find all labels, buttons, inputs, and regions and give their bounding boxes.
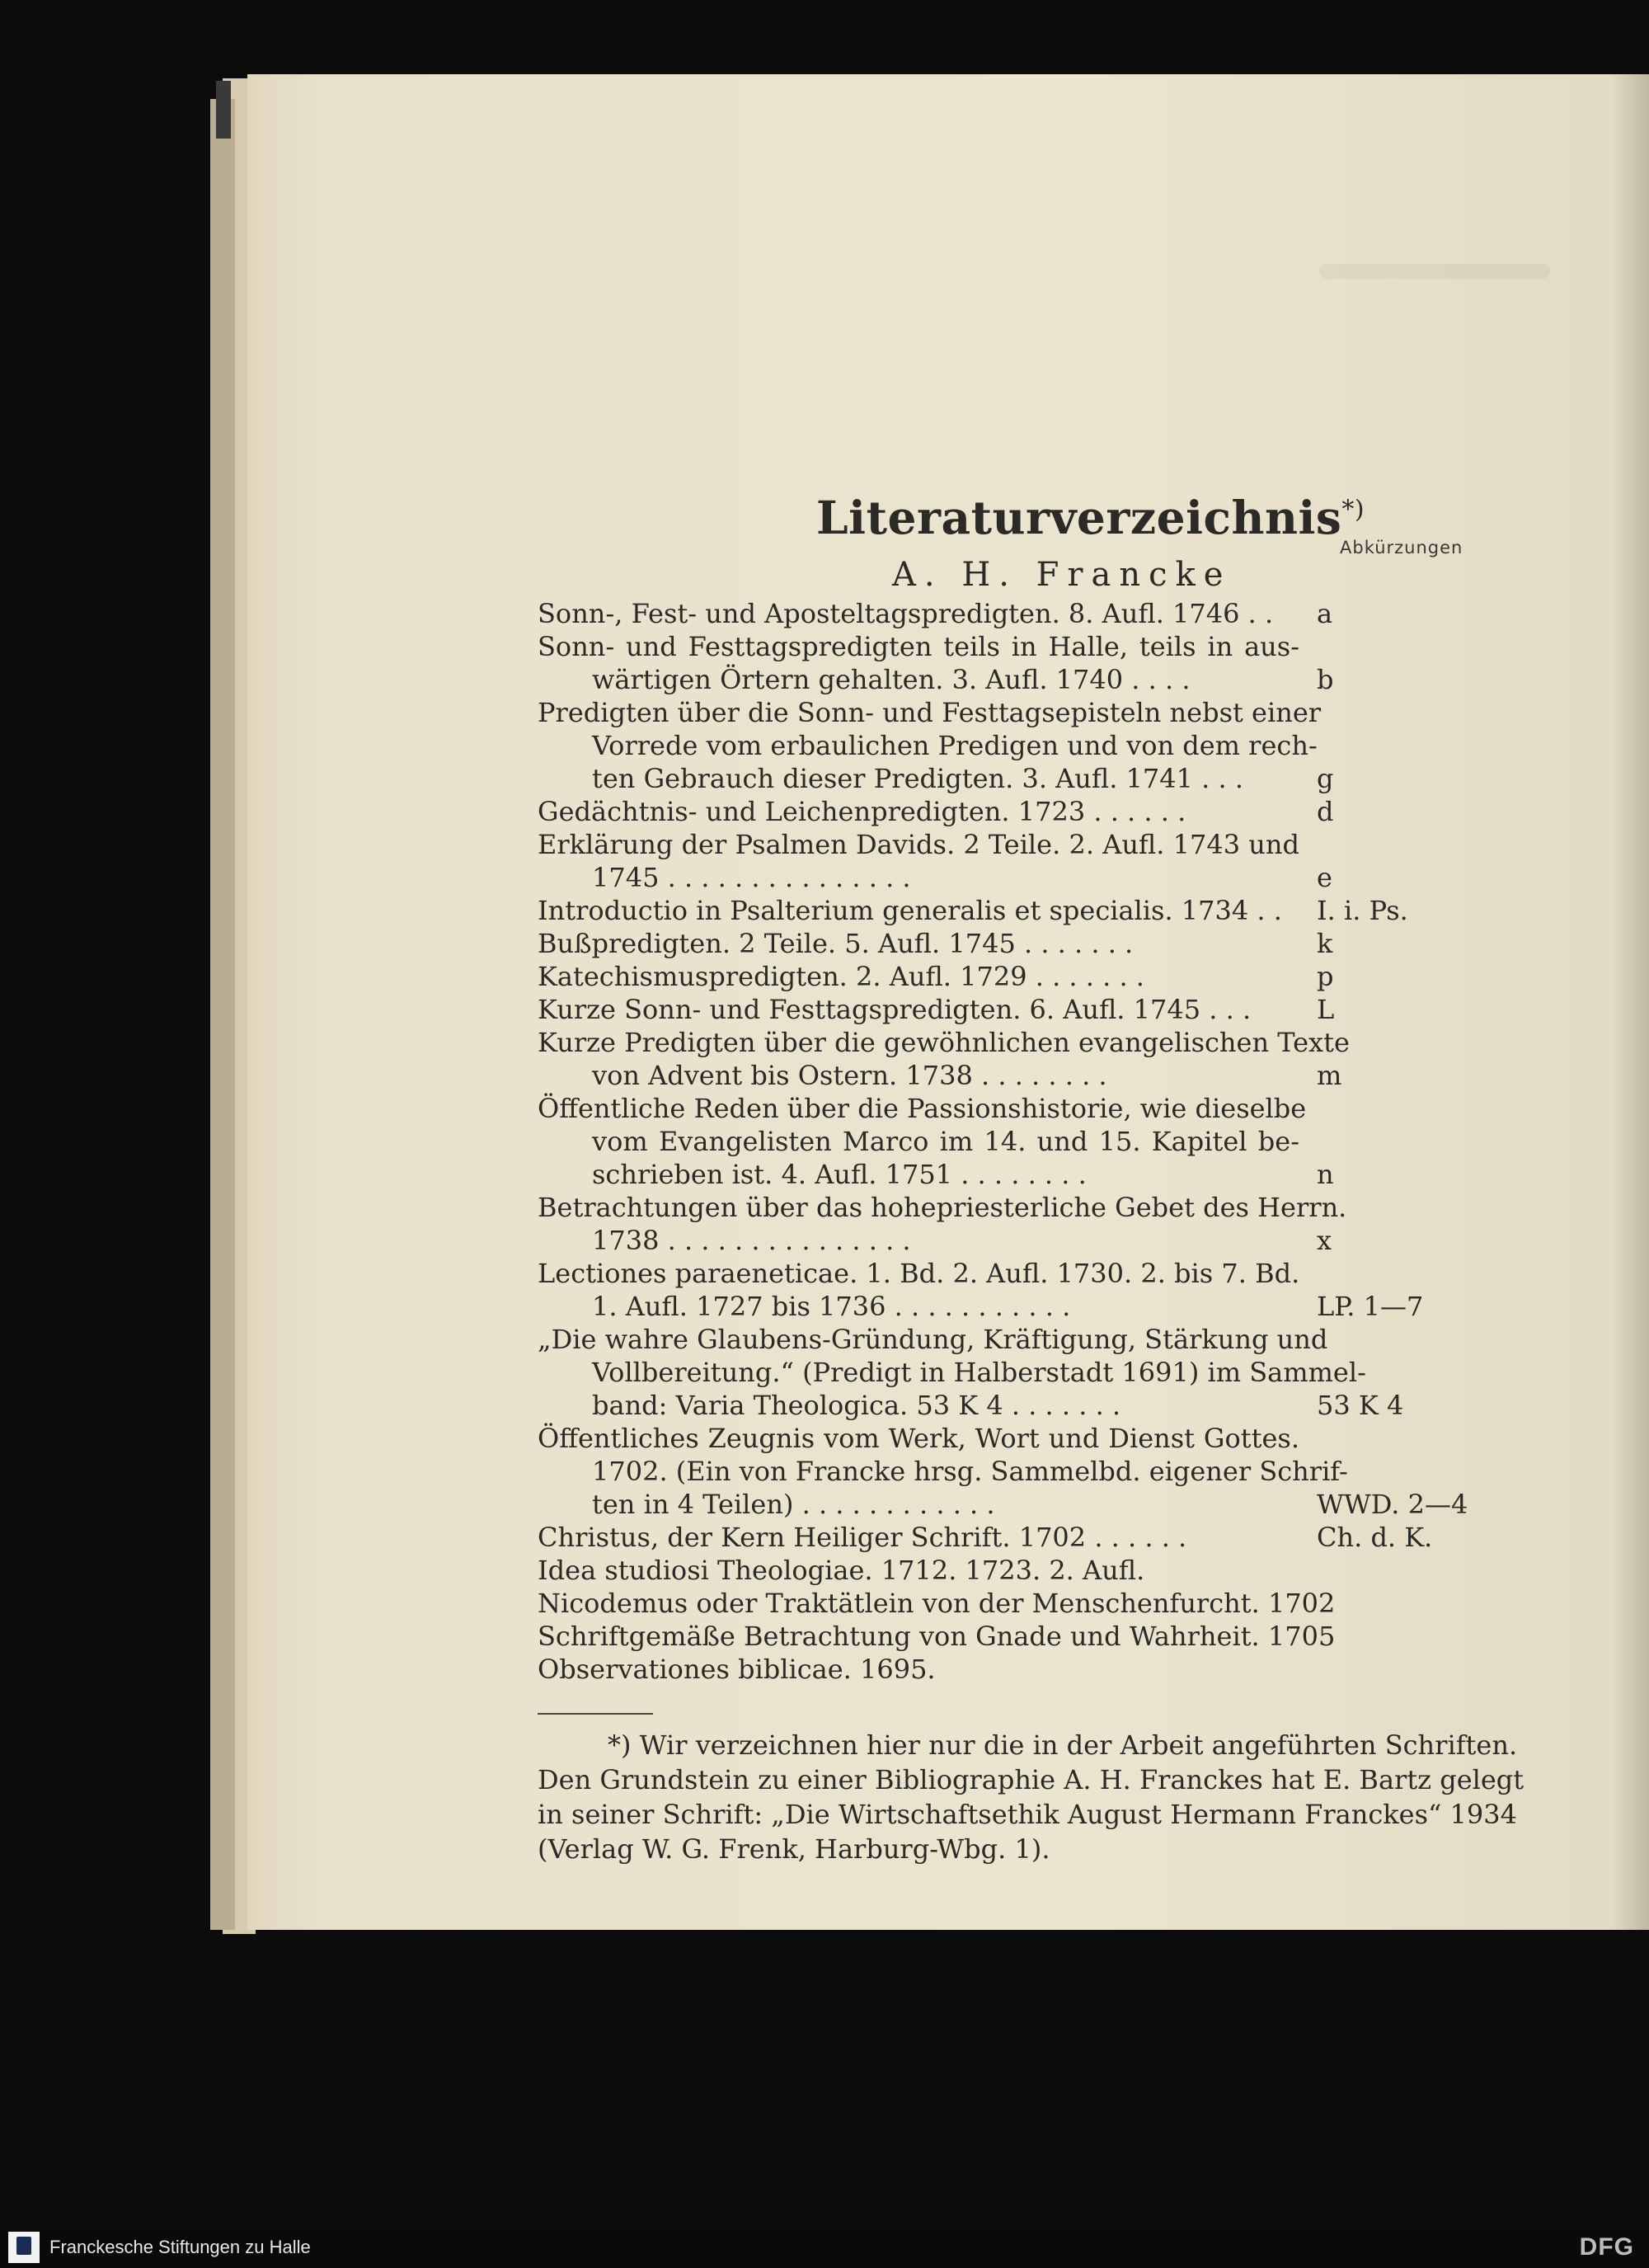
- entry-line: Observationes biblicae. 1695.: [538, 1654, 936, 1685]
- entry-line: Schriftgemäße Betrachtung von Gnade und Wahrheit. 1705: [538, 1621, 1336, 1652]
- entry-line: Sonn-, Fest- und Aposteltagspredigten. 8. Aufl. 1746 . .: [538, 598, 1274, 629]
- entry-line: Sonn- und Festtagspredigten teils in Halle, teils in aus-: [538, 631, 1299, 662]
- book-spine: [216, 81, 231, 139]
- entry-abbreviation: WWD. 2—4: [1317, 1489, 1468, 1520]
- entry-line: wärtigen Örtern gehalten. 3. Aufl. 1740 . . . .: [592, 664, 1191, 695]
- footnote-line: *) Wir verzeichnen hier nur die in der Arbeit angeführten Schriften.: [608, 1729, 1518, 1761]
- entry-line: Erklärung der Psalmen Davids. 2 Teile. 2. Aufl. 1743 und: [538, 829, 1299, 860]
- entry-line: Betrachtungen über das hohepriesterliche Gebet des Herrn.: [538, 1192, 1347, 1223]
- entry-abbreviation: 53 K 4: [1317, 1390, 1404, 1421]
- entry-abbreviation: L: [1317, 994, 1335, 1025]
- entry-line: Gedächtnis- und Leichenpredigten. 1723 . . . . . .: [538, 796, 1186, 827]
- page-fold-shadow: [1612, 74, 1649, 1930]
- entry-line: von Advent bis Ostern. 1738 . . . . . . . .: [592, 1060, 1107, 1091]
- bibliography-entry: [538, 795, 1461, 828]
- book-edge: [210, 99, 235, 1930]
- page-title: [816, 491, 1365, 544]
- bibliography-entry: [538, 1653, 1461, 1686]
- entry-line: Katechismuspredigten. 2. Aufl. 1729 . . . . . . .: [538, 961, 1144, 992]
- bibliography-list: [538, 597, 1468, 1686]
- entry-line: Introductio in Psalterium generalis et specialis. 1734 . .: [538, 895, 1282, 926]
- footnote-line: Den Grundstein zu einer Bibliographie A. H. Franckes hat E. Bartz gelegt: [538, 1764, 1525, 1795]
- bibliography-entry: [538, 1521, 1461, 1554]
- entry-line: vom Evangelisten Marco im 14. und 15. Kapitel be-: [592, 1126, 1299, 1157]
- entry-abbreviation: m: [1317, 1060, 1342, 1091]
- bibliography-entry: [538, 993, 1461, 1026]
- bibliography-entry: [538, 894, 1461, 927]
- entry-line: 1. Aufl. 1727 bis 1736 . . . . . . . . . . .: [592, 1291, 1071, 1322]
- entry-abbreviation: p: [1317, 961, 1334, 992]
- bibliography-entry: [538, 696, 1461, 795]
- footnote-line: in seiner Schrift: „Die Wirtschaftsethik August Hermann Franckes“ 1934: [538, 1799, 1517, 1830]
- bibliography-entry: [538, 1191, 1461, 1257]
- entry-line: ten in 4 Teilen) . . . . . . . . . . . .: [592, 1489, 995, 1520]
- footnote-rule: [538, 1713, 653, 1715]
- bibliography-entry: [538, 1323, 1461, 1422]
- author-heading: A. H. Francke: [892, 556, 1232, 594]
- entry-abbreviation: a: [1317, 598, 1333, 629]
- entry-line: Idea studiosi Theologiae. 1712. 1723. 2. Aufl.: [538, 1555, 1145, 1586]
- entry-abbreviation: b: [1317, 664, 1334, 695]
- bibliography-entry: [538, 1092, 1461, 1191]
- bibliography-entry: [538, 1257, 1461, 1323]
- entry-abbreviation: LP. 1—7: [1317, 1291, 1424, 1322]
- footnote: [538, 1728, 1525, 1866]
- bibliography-entry: [538, 828, 1461, 894]
- entry-line: Predigten über die Sonn- und Festtagsepisteln nebst einer: [538, 697, 1322, 728]
- bibliography-entry: [538, 927, 1461, 960]
- viewer-footer: [0, 2227, 1649, 2268]
- entry-abbreviation: Ch. d. K.: [1317, 1522, 1433, 1553]
- abbreviations-column-header: Abkürzungen: [1340, 538, 1463, 558]
- title-footnote-mark: *): [1341, 495, 1365, 525]
- entry-line: 1702. (Ein von Francke hrsg. Sammelbd. eigener Schrif-: [592, 1456, 1348, 1487]
- entry-line: 1738 . . . . . . . . . . . . . . .: [592, 1225, 911, 1256]
- entry-line: band: Varia Theologica. 53 K 4 . . . . . . .: [592, 1390, 1121, 1421]
- show-through-text: [1319, 264, 1550, 279]
- entry-abbreviation: x: [1317, 1225, 1332, 1256]
- entry-line: Nicodemus oder Traktätlein von der Menschenfurcht. 1702: [538, 1588, 1336, 1619]
- bibliography-entry: [538, 1587, 1461, 1620]
- entry-line: Kurze Sonn- und Festtagspredigten. 6. Aufl. 1745 . . .: [538, 994, 1252, 1025]
- entry-abbreviation: I. i. Ps.: [1317, 895, 1408, 926]
- entry-line: ten Gebrauch dieser Predigten. 3. Aufl. 1741 . . .: [592, 763, 1244, 794]
- bibliography-entry: [538, 597, 1461, 630]
- entry-line: Vollbereitung.“ (Predigt in Halberstadt 1691) im Sammel-: [592, 1357, 1366, 1388]
- institution-logo-icon: [8, 2232, 40, 2263]
- entry-abbreviation: k: [1317, 928, 1333, 959]
- entry-line: Lectiones paraeneticae. 1. Bd. 2. Aufl. 1730. 2. bis 7. Bd.: [538, 1258, 1300, 1289]
- page-title-text: Literaturverzeichnis: [816, 491, 1342, 544]
- entry-line: Öffentliches Zeugnis vom Werk, Wort und Dienst Gottes.: [538, 1423, 1299, 1454]
- entry-line: Vorrede vom erbaulichen Predigen und von dem rech-: [592, 730, 1318, 761]
- entry-line: „Die wahre Glaubens-Gründung, Kräftigung, Stärkung und: [538, 1324, 1328, 1355]
- institution-name: Franckesche Stiftungen zu Halle: [49, 2237, 311, 2257]
- bibliography-entry: [538, 960, 1461, 993]
- bibliography-entry: [538, 1422, 1468, 1521]
- bibliography-entry: [538, 1620, 1461, 1653]
- entry-line: Bußpredigten. 2 Teile. 5. Aufl. 1745 . . . . . . .: [538, 928, 1134, 959]
- entry-abbreviation: g: [1317, 763, 1334, 794]
- entry-abbreviation: n: [1317, 1159, 1334, 1190]
- dfg-logo: DFG: [1579, 2233, 1634, 2261]
- bibliography-entry: [538, 1026, 1461, 1092]
- entry-line: schrieben ist. 4. Aufl. 1751 . . . . . . . .: [592, 1159, 1087, 1190]
- entry-line: Öffentliche Reden über die Passionshistorie, wie dieselbe: [538, 1093, 1307, 1124]
- entry-line: 1745 . . . . . . . . . . . . . . .: [592, 862, 911, 893]
- entry-abbreviation: e: [1317, 862, 1332, 893]
- bibliography-entry: [538, 1554, 1461, 1587]
- footnote-line: (Verlag W. G. Frenk, Harburg-Wbg. 1).: [538, 1833, 1050, 1865]
- entry-line: Christus, der Kern Heiliger Schrift. 1702 . . . . . .: [538, 1522, 1187, 1553]
- entry-abbreviation: d: [1317, 796, 1334, 827]
- bibliography-entry: [538, 630, 1461, 696]
- entry-line: Kurze Predigten über die gewöhnlichen evangelischen Texte: [538, 1027, 1350, 1058]
